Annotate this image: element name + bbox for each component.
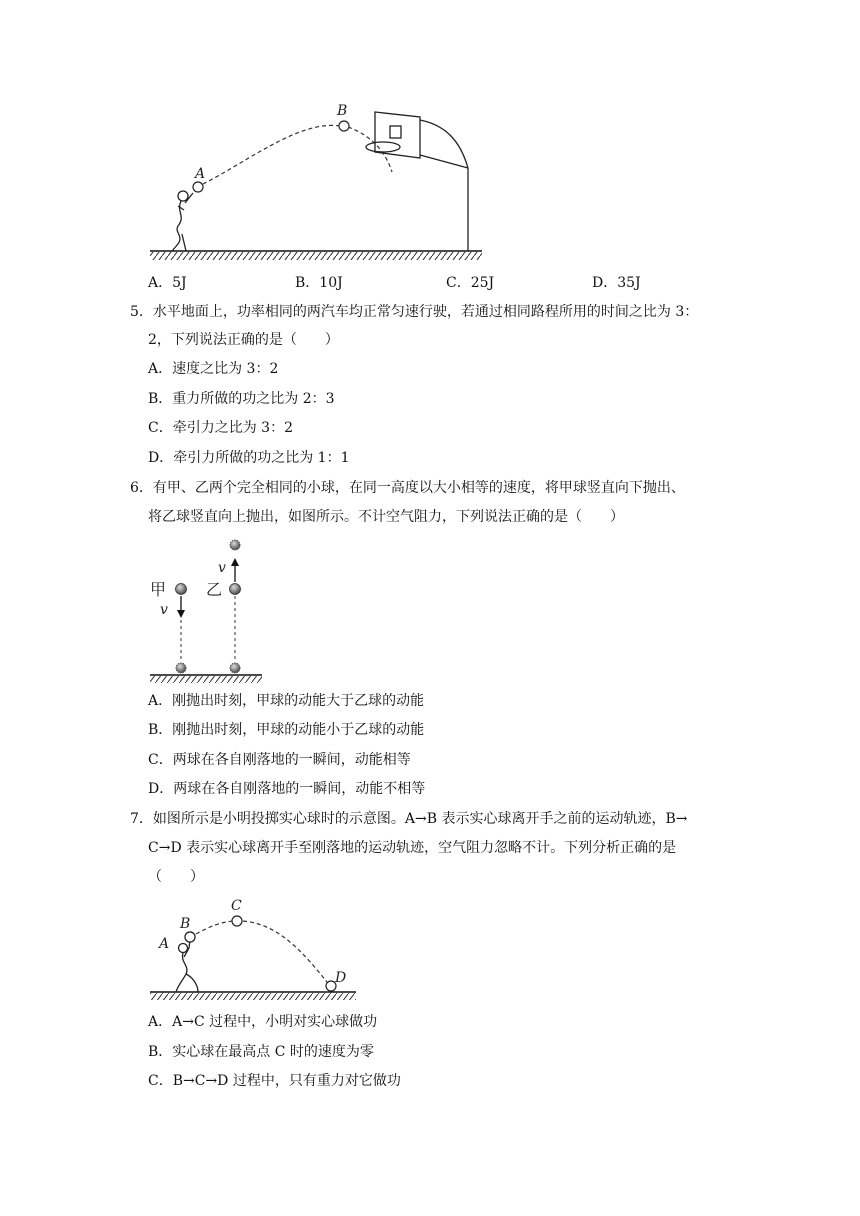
ball-jia xyxy=(176,584,187,595)
q4-option-c: C．25J xyxy=(446,275,495,291)
q5-option-a: A．速度之比为 3：2 xyxy=(148,361,279,377)
q6-option-d: D．两球在各自刚落地的一瞬间，动能不相等 xyxy=(148,781,426,797)
q6-option-b: B．刚抛出时刻，甲球的动能小于乙球的动能 xyxy=(148,722,425,738)
label-yi: 乙 xyxy=(206,580,223,599)
ball-c-pos xyxy=(232,916,242,926)
q4-option-d: D．35J xyxy=(592,275,641,291)
ball-jia-ground xyxy=(176,663,186,673)
thrower-figure xyxy=(176,940,198,992)
q7-option-c: C．B→C→D 过程中，只有重力对它做功 xyxy=(148,1073,401,1089)
q7-stem-line1: 7．如图所示是小明投掷实心球时的示意图。A→B 表示实心球离开手之前的运动轨迹，B→ xyxy=(130,811,688,827)
two-balls-figure xyxy=(0,530,860,690)
basketball-figure xyxy=(0,0,860,270)
q4-options xyxy=(148,272,668,292)
ground-hatch-2 xyxy=(150,676,262,683)
q6-stem-line1: 6．有甲、乙两个完全相同的小球，在同一高度以大小相等的速度，将甲球竖直向下抛出、 xyxy=(130,480,685,496)
ball-yi-ground xyxy=(230,663,240,673)
label-v-jia: v xyxy=(160,602,168,618)
trajectory-b-c xyxy=(196,921,233,934)
q7-option-a: A．A→C 过程中，小明对实心球做功 xyxy=(148,1014,378,1030)
trajectory-a-b xyxy=(203,125,340,184)
ground-hatch-3 xyxy=(150,993,356,1000)
q5-option-b: B．重力所做的功之比为 2：3 xyxy=(148,391,335,407)
label-c-7: C xyxy=(231,898,242,914)
basket-hoop xyxy=(366,112,468,251)
ground-hatch xyxy=(150,252,482,260)
trajectory-c-d xyxy=(243,921,327,982)
q7-option-b: B．实心球在最高点 C 时的速度为零 xyxy=(148,1044,374,1060)
q4-option-b: B．10J xyxy=(295,275,343,291)
label-v-yi: v xyxy=(218,560,226,576)
label-a-7: A xyxy=(159,936,170,952)
label-d-7: D xyxy=(335,970,347,986)
player-figure xyxy=(172,191,193,251)
ball-yi xyxy=(230,584,241,595)
trajectory-b-down xyxy=(348,127,392,172)
q5-option-d: D．牵引力所做的功之比为 1：1 xyxy=(148,450,350,466)
q6-option-c: C．两球在各自刚落地的一瞬间，动能相等 xyxy=(148,752,411,768)
q6-option-a: A．刚抛出时刻，甲球的动能大于乙球的动能 xyxy=(148,693,425,709)
q5-stem-line1: 5．水平地面上，功率相同的两汽车均正常匀速行驶，若通过相同路程所用的时间之比为 3： xyxy=(130,304,699,320)
shot-put-figure xyxy=(0,890,860,1005)
label-b: B xyxy=(337,103,348,119)
label-a: A xyxy=(195,166,206,182)
q7-stem-line2: C→D 表示实心球离开手至刚落地的运动轨迹，空气阻力忽略不计。下列分析正确的是 xyxy=(148,840,677,856)
q6-stem-line2: 将乙球竖直向上抛出，如图所示。不计空气阻力，下列说法正确的是（ ） xyxy=(148,509,624,525)
q7-stem-line3: （ ） xyxy=(148,869,204,885)
q5-option-c: C．牵引力之比为 3：2 xyxy=(148,420,293,436)
ball-b-pos xyxy=(185,932,195,942)
q4-option-a: A．5J xyxy=(148,275,187,291)
label-jia: 甲 xyxy=(150,580,167,599)
q5-stem-line2: 2，下列说法正确的是（ ） xyxy=(148,332,339,348)
ball-yi-top xyxy=(230,540,240,550)
ball-b xyxy=(339,121,349,131)
label-b-7: B xyxy=(180,916,191,932)
ball-a xyxy=(193,182,203,192)
